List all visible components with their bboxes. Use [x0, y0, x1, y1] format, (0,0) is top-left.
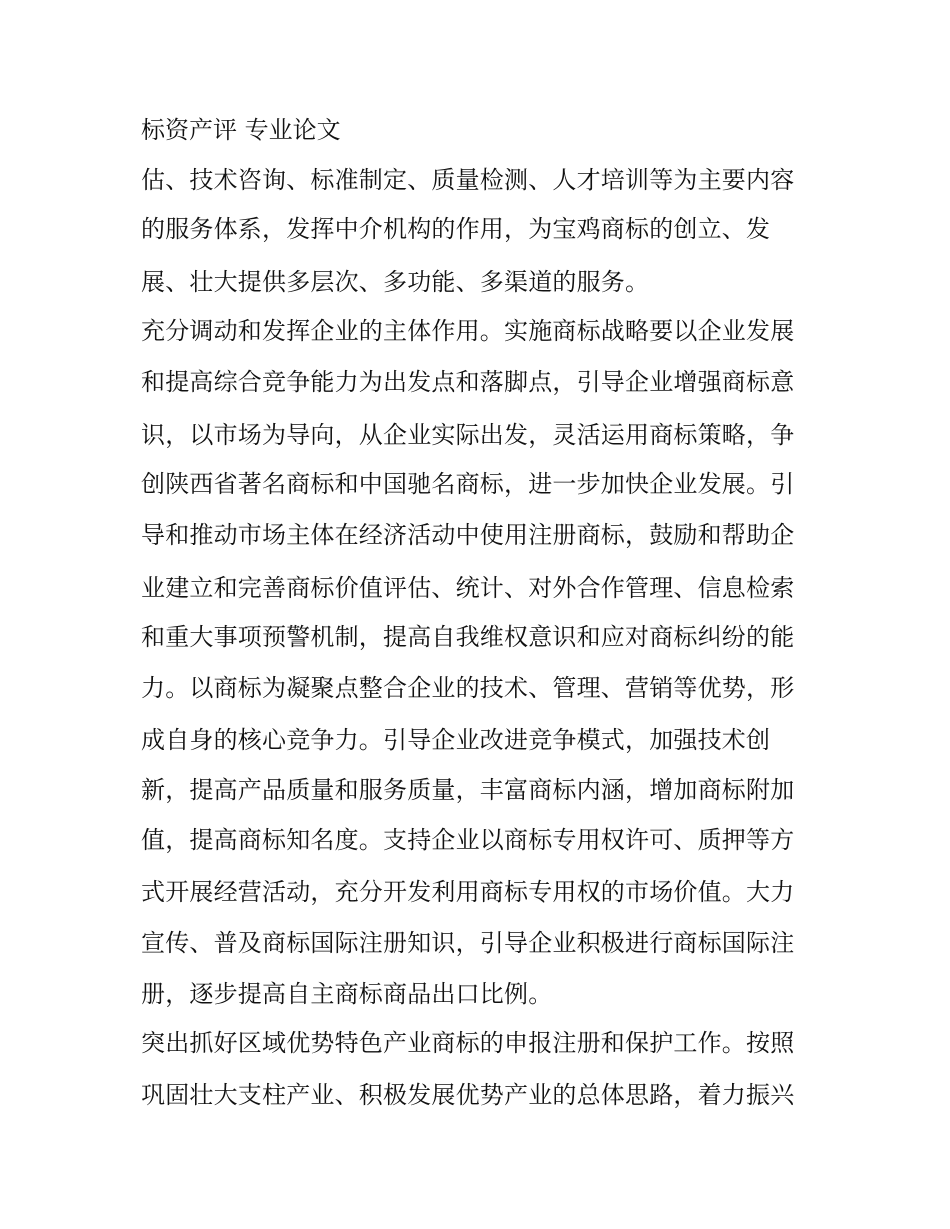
text-line-11: 力。以商标为凝聚点整合企业的技术、管理、营销等优势，形 [141, 674, 795, 702]
text-line-14: 值，提高商标知名度。支持企业以商标专用权许可、质押等方 [141, 826, 795, 854]
text-line-7: 创陕西省著名商标和中国驰名商标，进一步加快企业发展。引 [141, 470, 795, 498]
text-line-2: 的服务体系，发挥中介机构的作用，为宝鸡商标的创立、发 [141, 215, 771, 243]
text-line-6: 识，以市场为导向，从企业实际出发，灵活运用商标策略，争 [141, 421, 795, 449]
text-line-15: 式开展经营活动，充分开发利用商标专用权的市场价值。大力 [141, 878, 795, 906]
text-line-17: 册，逐步提高自主商标商品出口比例。 [141, 980, 553, 1008]
text-line-9: 业建立和完善商标价值评估、统计、对外合作管理、信息检索 [141, 574, 795, 602]
text-line-13: 新，提高产品质量和服务质量，丰富商标内涵，增加商标附加 [141, 776, 795, 804]
text-line-10: 和重大事项预警机制，提高自我维权意识和应对商标纠纷的能 [141, 623, 795, 651]
text-line-4: 充分调动和发挥企业的主体作用。实施商标战略要以企业发展 [141, 317, 795, 345]
text-line-18: 突出抓好区域优势特色产业商标的申报注册和保护工作。按照 [141, 1029, 795, 1057]
text-line-19: 巩固壮大支柱产业、积极发展优势产业的总体思路，着力振兴 [141, 1081, 795, 1109]
text-line-5: 和提高综合竞争能力为出发点和落脚点，引导企业增强商标意 [141, 368, 795, 396]
text-line-12: 成自身的核心竞争力。引导企业改进竞争模式，加强技术创 [141, 726, 771, 754]
text-line-1: 估、技术咨询、标准制定、质量检测、人才培训等为主要内容 [141, 166, 795, 194]
text-line-3: 展、壮大提供多层次、多功能、多渠道的服务。 [141, 268, 650, 296]
text-line-16: 宣传、普及商标国际注册知识，引导企业积极进行商标国际注 [141, 929, 795, 957]
text-line-8: 导和推动市场主体在经济活动中使用注册商标，鼓励和帮助企 [141, 521, 795, 549]
page-header: 标资产评 专业论文 [141, 116, 341, 144]
